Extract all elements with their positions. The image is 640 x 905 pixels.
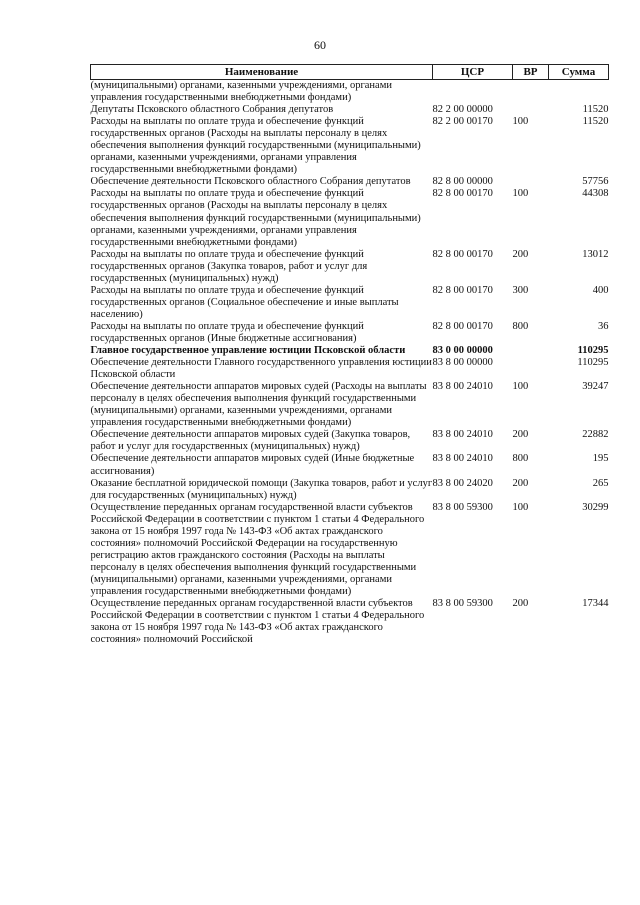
- row-name: Обеспечение деятельности аппаратов мировых судей (Закупка товаров, работ и услуг для государственных (муниципальных) нужд): [90, 429, 411, 453]
- row-vr: 100: [512, 381, 529, 393]
- row-name: Осуществление переданных органам государственной власти субъектов Российской Федерации в соответствии с пунктом 1 статьи 4 Федерального закона от 15 ноября 1997 года № 143-ФЗ «Об актах гражданского состояния» полномочий Российской: [90, 598, 425, 646]
- row-sum: [549, 80, 609, 105]
- table-row: [91, 104, 609, 116]
- row-sum: 11520: [582, 116, 609, 128]
- row-vr: [513, 80, 549, 105]
- row-csr: 83 8 00 00000: [432, 357, 493, 369]
- table-row: [91, 502, 609, 598]
- row-name: Обеспечение деятельности аппаратов мировых судей (Расходы на выплаты персоналу в целях обеспечения выполнения функций государственными (муниципальными) органами, казенными учреждениями, органами управления государственными внебюджетными фондами): [90, 381, 427, 429]
- row-sum: 22882: [582, 429, 609, 441]
- header-csr: ЦСР: [433, 65, 513, 80]
- row-csr: 82 2 00 00170: [432, 116, 493, 128]
- row-name: Обеспечение деятельности аппаратов мировых судей (Иные бюджетные ассигнования): [90, 453, 415, 477]
- row-vr: [513, 104, 549, 116]
- table-row: [91, 249, 609, 285]
- row-name: Расходы на выплаты по оплате труда и обеспечение функций государственных органов (Расходы на выплаты персоналу в целях обеспечения выполнения функций государственными (муниципальными) органами, казенными учреждениями, органами управления государственными внебюджетными фондами): [90, 188, 421, 248]
- row-csr: 83 8 00 24020: [432, 477, 493, 489]
- row-csr: 82 8 00 00170: [432, 284, 493, 296]
- row-vr: 200: [512, 477, 529, 489]
- row-sum: 400: [592, 284, 609, 296]
- row-name: Обеспечение деятельности Главного государственного управления юстиции Псковской области: [90, 357, 432, 381]
- header-sum: Сумма: [549, 65, 609, 80]
- row-sum: 110295: [577, 345, 609, 357]
- row-csr: 83 0 00 00000: [432, 345, 493, 357]
- row-csr: 83 8 00 59300: [432, 598, 493, 610]
- row-csr: 82 8 00 00170: [432, 248, 493, 260]
- row-vr: 200: [512, 248, 529, 260]
- table-row: [91, 80, 609, 105]
- row-vr: 200: [512, 598, 529, 610]
- row-sum: 36: [598, 320, 609, 332]
- row-sum: 195: [592, 453, 609, 465]
- table-row: [91, 345, 609, 357]
- page-number: 60: [314, 38, 326, 52]
- table-row: [91, 116, 609, 176]
- row-sum: 110295: [577, 357, 609, 369]
- row-vr: 300: [512, 284, 529, 296]
- row-name: Обеспечение деятельности Псковского областного Собрания депутатов: [90, 176, 411, 188]
- row-vr: 200: [512, 429, 529, 441]
- row-sum: 17344: [582, 598, 609, 610]
- row-sum: 44308: [582, 188, 609, 200]
- budget-table: [90, 64, 609, 646]
- row-csr: 82 8 00 00000: [432, 176, 493, 188]
- table-row: [91, 598, 609, 646]
- row-sum: 13012: [582, 248, 609, 260]
- header-vr: ВР: [513, 65, 549, 80]
- row-name: Расходы на выплаты по оплате труда и обеспечение функций государственных органов (Иные бюджетные ассигнования): [90, 320, 364, 344]
- row-name: Расходы на выплаты по оплате труда и обеспечение функций государственных органов (Расходы на выплаты персоналу в целях обеспечения выполнения функций государственными (муниципальными) органами, казенными учреждениями, органами управления государственными внебюджетными фондами): [90, 116, 421, 176]
- row-vr: [513, 176, 549, 188]
- table-row: [91, 176, 609, 188]
- table-row: [91, 321, 609, 345]
- row-csr: 83 8 00 24010: [432, 429, 493, 441]
- table-header-row: [91, 65, 609, 80]
- row-vr: 100: [512, 188, 529, 200]
- row-vr: [513, 345, 549, 357]
- row-vr: 100: [512, 501, 529, 513]
- row-name: Депутаты Псковского областного Собрания депутатов: [90, 104, 334, 116]
- row-csr: 82 8 00 00170: [432, 188, 493, 200]
- table-row: [91, 478, 609, 502]
- table-row: [91, 453, 609, 477]
- row-csr: 83 8 00 24010: [432, 453, 493, 465]
- table-row: [91, 381, 609, 429]
- table-row: [91, 429, 609, 453]
- row-csr: 83 8 00 24010: [432, 381, 493, 393]
- row-sum: 11520: [582, 104, 609, 116]
- row-vr: 800: [512, 453, 529, 465]
- row-csr: 83 8 00 59300: [432, 501, 493, 513]
- row-name: Расходы на выплаты по оплате труда и обеспечение функций государственных органов (Закупка товаров, работ и услуг для государственных (муниципальных) нужд): [90, 248, 368, 284]
- table-row: [91, 285, 609, 321]
- row-name: Осуществление переданных органам государственной власти субъектов Российской Федерации в соответствии с пунктом 1 статьи 4 Федерального закона от 15 ноября 1997 года № 143-ФЗ «Об актах гражданского состояния» полномочий Российской Федерации на государственную регистрацию актов гражданского состояния (Расходы на выплаты персоналу в целях обеспечения выполнения функций государственными (муниципальными) органами, казенными учреждениями, органами управления государственными внебюджетными фондами): [90, 501, 425, 597]
- row-name: Оказание бесплатной юридической помощи (Закупка товаров, работ и услуг для государственных (муниципальных) нужд): [90, 477, 433, 501]
- row-name: (муниципальными) органами, казенными учреждениями, органами управления государственными внебюджетными фондами): [90, 80, 392, 104]
- row-sum: 57756: [582, 176, 609, 188]
- row-vr: 100: [512, 116, 529, 128]
- row-name: Главное государственное управление юстиции Псковской области: [90, 345, 406, 357]
- table-row: [91, 188, 609, 248]
- row-sum: 39247: [582, 381, 609, 393]
- table-row: [91, 357, 609, 381]
- header-name: Наименование: [91, 65, 433, 80]
- row-csr: 82 8 00 00170: [432, 320, 493, 332]
- row-sum: 265: [592, 477, 609, 489]
- row-name: Расходы на выплаты по оплате труда и обеспечение функций государственных органов (Социальное обеспечение и иные выплаты населению): [90, 284, 399, 320]
- row-vr: [513, 357, 549, 381]
- row-csr: [433, 80, 513, 105]
- row-sum: 30299: [582, 501, 609, 513]
- row-vr: 800: [512, 320, 529, 332]
- row-csr: 82 2 00 00000: [432, 104, 493, 116]
